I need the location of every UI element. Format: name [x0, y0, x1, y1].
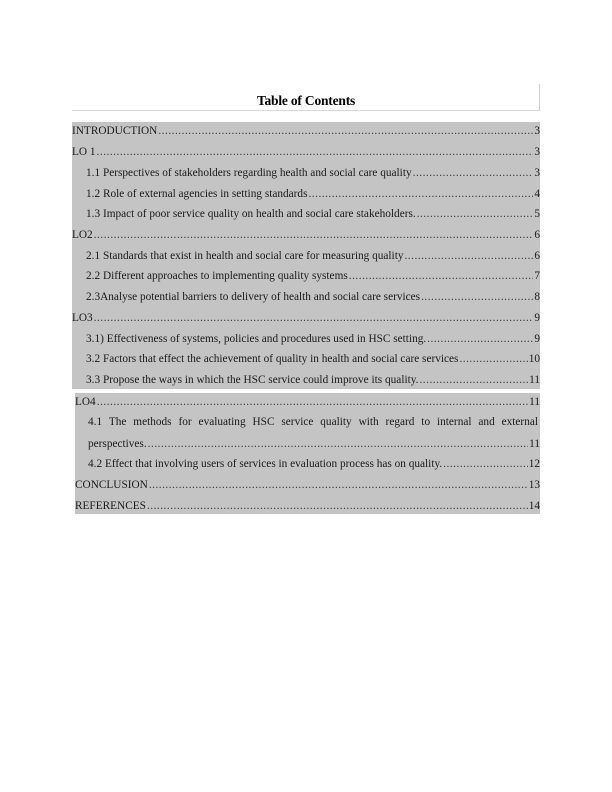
toc-entry-2-3[interactable] [86, 290, 540, 304]
dot-leader [149, 479, 528, 492]
toc-entry-4-1-line1[interactable]: 4.1 The methods for evaluating HSC service quality with regard to internal and external [88, 416, 538, 428]
toc-entry-page: 12 [528, 458, 540, 470]
dot-leader [147, 500, 528, 513]
toc-entry-label: INTRODUCTION [72, 125, 158, 137]
dot-leader [97, 146, 534, 159]
dot-leader [158, 125, 533, 138]
dot-leader [349, 270, 534, 283]
toc-entry-label: 4.2 Effect that involving users of services in evaluation process has on quality. [88, 458, 443, 470]
toc-entry-label: 3.3 Propose the ways in which the HSC service could improve its quality. [86, 374, 419, 386]
toc-entry-page: 11 [529, 396, 540, 408]
toc-entry-1-3[interactable] [86, 207, 540, 221]
dot-leader [417, 208, 534, 221]
toc-title: Table of Contents [256, 93, 356, 108]
toc-entry-conclusion[interactable] [75, 478, 540, 492]
toc-entry-4-2[interactable] [88, 457, 540, 471]
toc-entry-page: 6 [534, 250, 540, 262]
toc-entry-2-2[interactable] [86, 269, 540, 283]
toc-entry-page: 5 [534, 208, 540, 220]
dot-leader [459, 353, 527, 366]
toc-entry-label: 2.3Analyse potential barriers to delivery of health and social care services [86, 291, 421, 303]
toc-entry-2-1[interactable] [86, 249, 540, 263]
dot-leader [404, 250, 533, 263]
toc-entry-page: 9 [534, 333, 540, 345]
toc-entry-page: 10 [528, 353, 540, 365]
toc-highlight-block [75, 393, 540, 514]
dot-leader [97, 396, 528, 409]
toc-entry-label: REFERENCES [75, 500, 146, 512]
dot-leader [94, 312, 534, 325]
toc-entry-4-1[interactable] [88, 437, 540, 451]
toc-entry-label: 2.1 Standards that exist in health and social care for measuring quality [86, 250, 404, 262]
toc-entry-page: 4 [534, 188, 540, 200]
dot-leader [421, 291, 533, 304]
dot-leader [94, 229, 534, 242]
toc-entry-label: 1.3 Impact of poor service quality on health and social care stakeholders. [86, 208, 416, 220]
toc-entry-label: 3.2 Factors that effect the achievement of quality in health and social care services [86, 353, 459, 365]
toc-entry-lo1[interactable] [72, 145, 540, 159]
toc-entry-label: 1.2 Role of external agencies in setting standards [86, 188, 308, 200]
toc-entry-page: 11 [529, 438, 540, 450]
dot-leader [443, 458, 528, 471]
toc-entry-page: 3 [534, 125, 540, 137]
toc-entry-page: 3 [534, 167, 540, 179]
toc-entry-label: perspectives. [88, 438, 147, 450]
dot-leader [148, 438, 528, 451]
toc-entry-lo4[interactable] [75, 395, 540, 409]
toc-entry-3-2[interactable] [86, 352, 540, 366]
toc-entry-page: 13 [528, 479, 540, 491]
dot-leader [413, 167, 534, 180]
dot-leader [427, 333, 533, 346]
toc-entry-label: 1.1 Perspectives of stakeholders regarding health and social care quality [86, 167, 412, 179]
toc-entry-1-1[interactable] [86, 166, 540, 180]
toc-entry-label: LO2 [72, 229, 93, 241]
toc-entry-1-2[interactable] [86, 187, 540, 201]
toc-entry-label: LO3 [72, 312, 93, 324]
toc-entry-label: LO 1 [72, 146, 96, 158]
dot-leader [308, 188, 533, 201]
toc-entry-page: 3 [534, 146, 540, 158]
dot-leader [419, 374, 528, 387]
toc-entry-page: 8 [534, 291, 540, 303]
toc-entry-label: LO4 [75, 396, 96, 408]
title-divider [72, 110, 540, 111]
toc-entry-page: 11 [529, 374, 540, 386]
toc-entry-page: 14 [528, 500, 540, 512]
toc-entry-page: 7 [534, 270, 540, 282]
toc-entry-page: 6 [534, 229, 540, 241]
toc-entry-label: 2.2 Different approaches to implementing quality systems [86, 270, 348, 282]
toc-entry-lo2[interactable] [72, 228, 540, 242]
toc-entry-page: 9 [534, 312, 540, 324]
toc-entry-references[interactable] [75, 499, 540, 513]
toc-entry-3-1[interactable] [86, 332, 540, 346]
toc-entry-label: 3.1) Effectiveness of systems, policies and procedures used in HSC setting. [86, 333, 427, 345]
toc-entry-label: CONCLUSION [75, 479, 148, 491]
toc-entry-introduction[interactable] [72, 124, 540, 138]
toc-entry-3-3[interactable] [86, 373, 540, 387]
toc-entry-lo3[interactable] [72, 311, 540, 325]
